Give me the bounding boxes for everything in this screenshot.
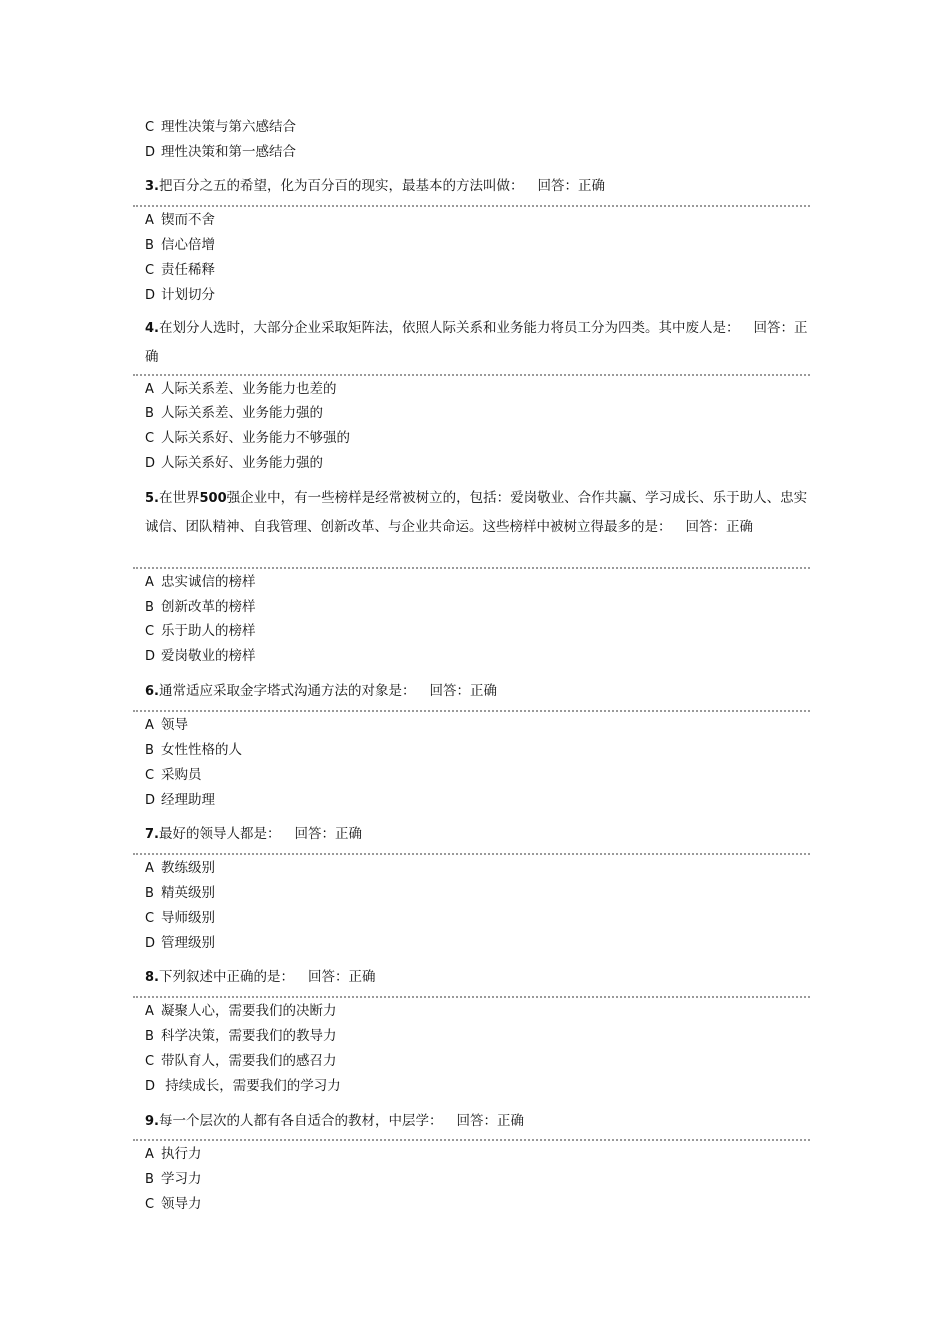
option-b (145, 883, 215, 904)
option-d (145, 453, 323, 474)
option-a (145, 210, 215, 231)
option-c (145, 428, 350, 449)
option-text: 女性性格的人 (161, 742, 242, 758)
question-number: 7. (145, 827, 159, 842)
option-letter: A (145, 575, 154, 590)
option-text: 乐于助人的榜样 (161, 623, 256, 639)
option-text: 导师级别 (161, 910, 215, 926)
answer-status: 回答：正确 (307, 969, 376, 985)
option-letter: A (145, 1147, 154, 1162)
option-a (145, 572, 256, 593)
option-text: 信心倍增 (161, 237, 215, 253)
dotted-divider (133, 1139, 810, 1141)
question-text: 下列叙述中正确的是： (158, 969, 294, 985)
question-text: 每一个层次的人都有各自适合的教材，中层学： (158, 1113, 443, 1129)
option-a (145, 379, 337, 400)
question-7 (145, 820, 810, 849)
option-text: 经理助理 (161, 792, 215, 808)
option-letter: C (145, 263, 155, 278)
option-b (145, 1026, 337, 1047)
option-letter: C (145, 768, 155, 783)
option-letter: B (145, 406, 154, 421)
option-d (145, 1076, 341, 1097)
option-text: 创新改革的榜样 (161, 599, 256, 615)
option-letter: A (145, 213, 154, 228)
dotted-divider (133, 567, 810, 569)
option-a (145, 858, 215, 879)
option-text: 领导力 (161, 1196, 202, 1212)
question-number: 9. (145, 1114, 159, 1129)
option-d (145, 646, 256, 667)
option-letter: D (145, 145, 156, 160)
option-letter: B (145, 1029, 154, 1044)
question-text: 把百分之五的希望，化为百分百的现实，最基本的方法叫做： (158, 178, 524, 194)
option-a (145, 715, 188, 736)
question-text: 在世界 (158, 490, 200, 506)
option-c (145, 765, 202, 786)
option-text: 凝聚人心，需要我们的决断力 (161, 1003, 337, 1019)
question-8 (145, 963, 810, 992)
option-c (145, 621, 256, 642)
option-letter: A (145, 1004, 154, 1019)
question-number: 8. (145, 970, 159, 985)
option-b (145, 235, 215, 256)
option-text: 采购员 (161, 767, 202, 783)
option-text: 持续成长，需要我们的学习力 (161, 1078, 341, 1094)
option-text: 精英级别 (161, 885, 215, 901)
dotted-divider (133, 710, 810, 712)
option-b (145, 740, 242, 761)
option-letter: B (145, 1172, 154, 1187)
option-letter: D (145, 793, 156, 808)
option-c (145, 260, 215, 281)
question-text-bold: 500 (199, 491, 227, 506)
option-text: 人际关系好、业务能力不够强的 (161, 430, 350, 446)
answer-status: 回答：正确 (456, 1113, 524, 1129)
option-d (145, 285, 215, 306)
option-text: 带队育人，需要我们的感召力 (161, 1053, 337, 1069)
option-text: 理性决策和第一感结合 (161, 144, 296, 160)
question-6 (145, 677, 810, 706)
option-text: 锲而不舍 (161, 212, 215, 228)
option-text: 人际关系好、业务能力强的 (161, 455, 323, 471)
dotted-divider (133, 374, 810, 376)
option-text: 爱岗敬业的榜样 (161, 648, 256, 664)
dotted-divider (133, 205, 810, 207)
question-4 (145, 314, 810, 372)
option-letter: B (145, 743, 154, 758)
option-letter: B (145, 238, 154, 253)
option-d (145, 933, 215, 954)
answer-status: 回答：正确 (685, 519, 753, 535)
option-text: 责任稀释 (161, 262, 215, 278)
option-letter: C (145, 120, 155, 135)
option-letter: D (145, 1079, 156, 1094)
option-b (145, 597, 256, 618)
option-b (145, 1169, 202, 1190)
option-letter: C (145, 911, 155, 926)
dotted-divider (133, 853, 810, 855)
option-d (145, 790, 215, 811)
answer-status: 回答：正确 (537, 178, 605, 194)
answer-status: 回答：正确 (294, 826, 362, 842)
question-text: 通常适应采取金字塔式沟通方法的对象是： (158, 683, 416, 699)
option-text: 理性决策与第六感结合 (161, 119, 296, 135)
option-letter: C (145, 1054, 155, 1069)
dotted-divider (133, 996, 810, 998)
option-letter: D (145, 288, 156, 303)
option-a (145, 1001, 337, 1022)
option-c (145, 908, 215, 929)
question-number: 5. (145, 491, 159, 506)
option-text: 执行力 (161, 1146, 202, 1162)
option-a (145, 1144, 202, 1165)
option-letter: D (145, 456, 156, 471)
option-letter: A (145, 382, 154, 397)
question-number: 6. (145, 684, 159, 699)
question-number: 3. (145, 179, 159, 194)
option-letter: D (145, 649, 156, 664)
option-text: 人际关系差、业务能力也差的 (161, 381, 337, 397)
question-text: 强企业中，有一些榜样是经常被树立的，包括：爱岗敬业、合作共赢、学习成长、乐于助人、忠实诚信、团队精神、自我管理、创新改革、与企业共命运。这些榜样中被树立得最多的是： (145, 490, 808, 535)
option-letter: C (145, 624, 155, 639)
option-letter: D (145, 936, 156, 951)
option-c (145, 117, 296, 138)
option-letter: C (145, 1197, 155, 1212)
option-text: 教练级别 (161, 860, 215, 876)
option-text: 管理级别 (161, 935, 215, 951)
question-number: 4. (145, 321, 159, 336)
question-5 (145, 484, 810, 542)
option-c (145, 1051, 337, 1072)
option-letter: B (145, 886, 154, 901)
question-9 (145, 1107, 810, 1136)
option-letter: A (145, 861, 154, 876)
option-letter: B (145, 600, 154, 615)
option-text: 学习力 (161, 1171, 202, 1187)
option-text: 人际关系差、业务能力强的 (161, 405, 323, 421)
option-b (145, 403, 323, 424)
option-text: 忠实诚信的榜样 (161, 574, 256, 590)
option-text: 计划切分 (161, 287, 215, 303)
option-c (145, 1194, 202, 1215)
question-3 (145, 172, 810, 201)
answer-status: 回答：正确 (429, 683, 497, 699)
question-text: 在划分人选时，大部分企业采取矩阵法，依照人际关系和业务能力将员工分为四类。其中废人是： (158, 320, 740, 336)
question-text: 最好的领导人都是： (158, 826, 281, 842)
option-text: 科学决策，需要我们的教导力 (161, 1028, 337, 1044)
answer-status: 回答：正确 (145, 320, 808, 365)
option-text: 领导 (161, 717, 188, 733)
option-letter: A (145, 718, 154, 733)
option-letter: C (145, 431, 155, 446)
option-d (145, 142, 296, 163)
